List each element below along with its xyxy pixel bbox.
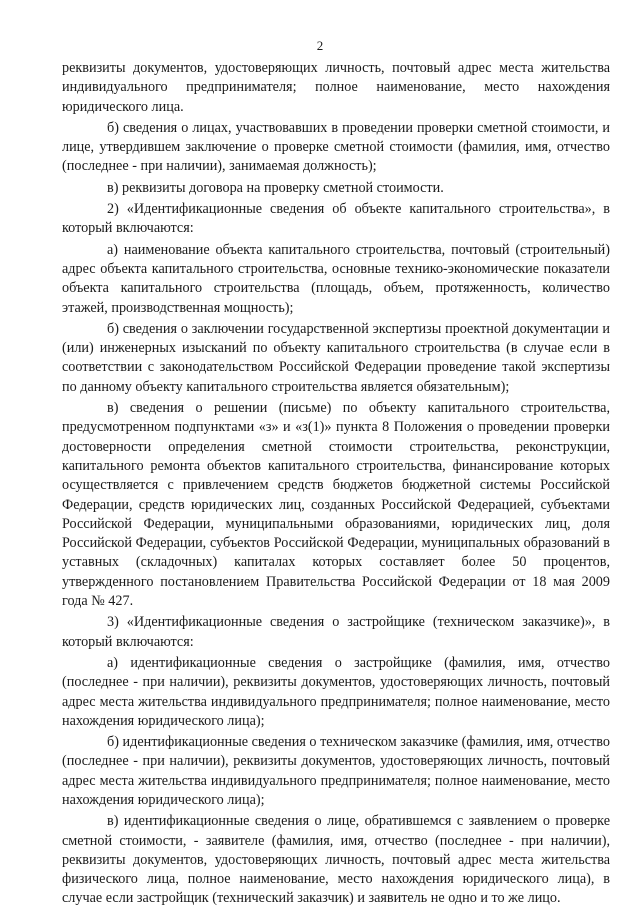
paragraph-4: а) наименование объекта капитального строительства, почтовый (строительный) адрес объекта капитального строительства, основные технико-экономические показатели объекта капитального строительства (площадь, объем, протяженность, количество этажей, производственная мощность); [62, 241, 610, 316]
document-body [62, 59, 610, 911]
paragraph-6: в) сведения о решении (письме) по объекту капитального строительства, предусмотренном подпунктами «з» и «з(1)» пункта 8 Положения о проведении проверки достоверности определения сметной стоимости строительства, реконструкции, капитального ремонта объектов капитального строительства, финансирование которых осуществляется с привлечением средств бюджетов бюджетной системы Российской Федерации, средств юридических лиц, созданных Российской Федерацией, субъектами Российской Федерации, муниципальными образованиями, юридических лиц, доля Российской Федерации, субъектов Российской Федерации, муниципальных образований в уставных (складочных) капиталах которых составляет более 50 процентов, утвержденного постановлением Правительства Российской Федерации от 18 мая 2009 года № 427. [62, 400, 610, 610]
paragraph-0: реквизиты документов, удостоверяющих личность, почтовый адрес места жительства индивидуального предпринимателя; полное наименование, место нахождения юридического лица. [62, 60, 610, 115]
paragraph-3: 2) «Идентификационные сведения об объекте капитального строительства», в который включаются: [62, 201, 610, 237]
paragraph-1: б) сведения о лицах, участвовавших в проведении проверки сметной стоимости, и лице, утвердившем заключение о проверке сметной стоимости (фамилия, имя, отчество (последнее - при наличии), занимаемая должность); [62, 119, 610, 175]
paragraph-9: б) идентификационные сведения о техническом заказчике (фамилия, имя, отчество (последнее - при наличии), реквизиты документов, удостоверяющих личность, почтовый адрес места жительства индивидуального предпринимателя; полное наименование, место нахождения юридического лица); [62, 734, 610, 808]
page-number: 2 [316, 38, 324, 53]
paragraph-8: а) идентификационные сведения о застройщике (фамилия, имя, отчество (последнее - при наличии), реквизиты документов, удостоверяющих личность, почтовый адрес места жительства индивидуального предпринимателя; полное наименование, место нахождения юридического лица); [62, 654, 610, 729]
paragraph-10: в) идентификационные сведения о лице, обратившемся с заявлением о проверке сметной стоимости, - заявителе (фамилия, имя, отчество (последнее - при наличии), реквизиты документов, удостоверяющих личность, почтовый адрес места жительства физического лица, полное наименование, место нахождения юридического лица), в случае если застройщик (технический заказчик) и заявитель не одно и то же лицо. [62, 813, 610, 907]
paragraph-7: 3) «Идентификационные сведения о застройщике (техническом заказчике)», в который включаются: [62, 614, 610, 650]
paragraph-5: б) сведения о заключении государственной экспертизы проектной документации и (или) инженерных изысканий по объекту капитального строительства (в случае если в соответствии с законодательством Российской Федерации проведение такой экспертизы по данному объекту капитального строительства является обязательным); [62, 320, 610, 395]
paragraph-2: в) реквизиты договора на проверку сметной стоимости. [107, 179, 444, 196]
